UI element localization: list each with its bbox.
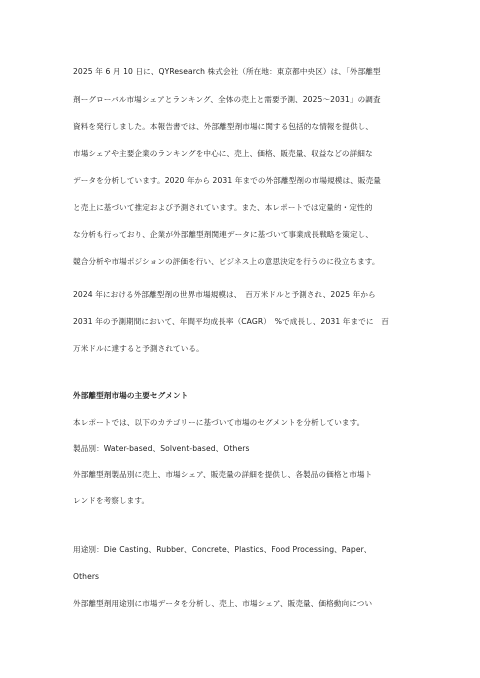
segment-intro: 本レポートでは、以下のカテゴリーに基づいて市場のセグメントを分析しています。 (73, 418, 365, 427)
paragraph-1-line-7: な分析も行っており、企業が外部離型剤関連データに基づいて事業成長戦略を策定し、 (73, 230, 374, 239)
paragraph-1-line-6: と売上に基づいて推定および予測されています。また、本レポートでは定量的・定性的 (73, 203, 373, 212)
applications-line-1: 用途別：Die Casting、Rubber、Concrete、Plastics、Food Processing、Paper、 (73, 545, 372, 554)
paragraph-1-line-5: データを分析しています。2020 年から 2031 年までの外部離型剤の市場規模は、販売量 (73, 176, 381, 185)
product-desc-line-1: 外部離型剤製品別に売上、市場シェア、販売量の詳細を提供し、各製品の価格と市場ト (73, 470, 373, 479)
applications-line-2: Others (73, 572, 100, 581)
section-heading: 外部離型剤市場の主要セグメント (73, 391, 189, 400)
paragraph-1-line-4: 市場シェアや主要企業のランキングを中心に、売上、価格、販売量、収益などの詳細な (73, 149, 373, 158)
paragraph-2-line-2: 2031 年の予測期間において、年間平均成長率（CAGR） %で成長し、2031 年までに 百 (73, 317, 389, 326)
paragraph-2-line-1: 2024 年における外部離型剤の世界市場規模は、 百万米ドルと予測され、2025 年から (73, 290, 376, 299)
paragraph-1-line-3: 資料を発行しました。本報告書では、外部離型剤市場に関する包括的な情報を提供し、 (73, 122, 374, 131)
paragraph-2-line-3: 万米ドルに達すると予測されている。 (73, 344, 204, 353)
product-types: 製品別：Water-based、Solvent-based、Others (73, 444, 250, 453)
paragraph-1-line-2: 剤ーグローバル市場シェアとランキング、全体の売上と需要予測、2025～2031」の調査 (73, 95, 381, 104)
product-desc-line-2: レンドを考察します。 (73, 496, 150, 505)
paragraph-1-line-8: 競合分析や市場ポジションの評価を行い、ビジネス上の意思決定を行うのに役立ちます。 (73, 257, 380, 266)
paragraph-1-line-1: 2025 年 6 月 10 日に、QYResearch 株式会社（所在地：東京都中央区）は、「外部離型 (73, 67, 381, 76)
application-desc: 外部離型剤用途別に市場データを分析し、売上、市場シェア、販売量、価格動向につい (73, 599, 373, 608)
